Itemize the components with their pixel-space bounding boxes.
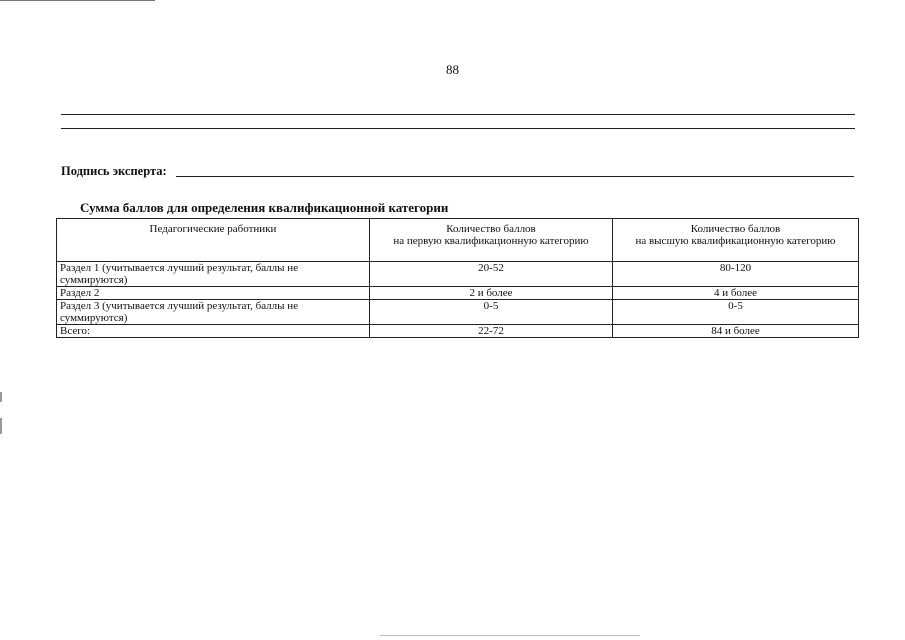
table-row	[57, 287, 859, 300]
row-label: Всего:	[57, 325, 370, 338]
header-teachers: Педагогические работники	[57, 219, 370, 262]
table-row	[57, 300, 859, 325]
row-label: Раздел 1 (учитывается лучший результат, баллы не суммируются)	[57, 262, 370, 287]
highest-category-score: 80-120	[613, 262, 859, 287]
header-first-category: Количество баллов на первую квалификационную категорию	[370, 219, 613, 262]
table-header-row	[57, 219, 859, 262]
first-category-score: 22-72	[370, 325, 613, 338]
table-row	[57, 262, 859, 287]
header-highest-category: Количество баллов на высшую квалификационную категорию	[613, 219, 859, 262]
score-table	[56, 218, 859, 338]
blank-line	[61, 128, 855, 129]
signature-label: Подпись эксперта:	[61, 164, 167, 178]
signature-line	[176, 176, 854, 177]
scan-edge-line	[380, 635, 640, 636]
blank-line	[61, 114, 855, 115]
row-label: Раздел 2	[57, 287, 370, 300]
highest-category-score: 84 и более	[613, 325, 859, 338]
section-title: Сумма баллов для определения квалификационной категории	[80, 200, 449, 215]
first-category-score: 20-52	[370, 262, 613, 287]
highest-category-score: 4 и более	[613, 287, 859, 300]
scan-edge-mark	[0, 418, 2, 434]
first-category-score: 0-5	[370, 300, 613, 325]
table-row-total	[57, 325, 859, 338]
scan-edge-line	[0, 0, 155, 1]
page-number: 88	[446, 62, 459, 77]
row-label: Раздел 3 (учитывается лучший результат, баллы не суммируются)	[57, 300, 370, 325]
scan-edge-mark	[0, 392, 2, 402]
highest-category-score: 0-5	[613, 300, 859, 325]
first-category-score: 2 и более	[370, 287, 613, 300]
